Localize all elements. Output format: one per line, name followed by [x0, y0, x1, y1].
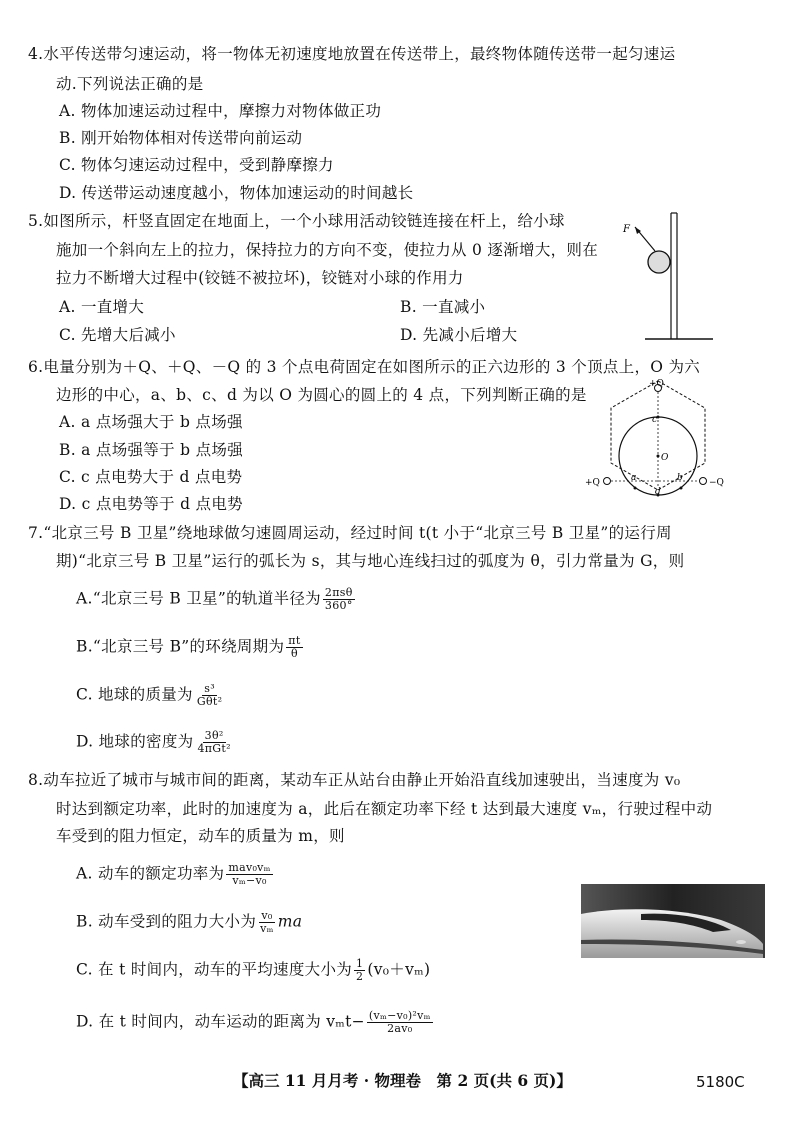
point-b-label: b — [677, 473, 683, 483]
q5-option-a: A. 一直增大 — [59, 298, 145, 316]
q8-a-text: A. 动车的额定功率为 — [76, 864, 225, 883]
q7-d-text: D. 地球的密度为 — [76, 732, 194, 751]
q7-a-den: 360° — [324, 599, 353, 612]
q6-option-b: B. a 点场强等于 b 点场强 — [59, 441, 243, 459]
q8-d-num: (vₘ−v₀)²vₘ — [368, 1009, 431, 1022]
q8-c-num: 1 — [356, 957, 364, 970]
q7-option-d — [76, 730, 235, 755]
q7-b-text: B.“北京三号 B”的环绕周期为 — [76, 637, 285, 656]
q8-c-text: C. 在 t 时间内，动车的平均速度大小为 — [76, 960, 353, 979]
q7-b-fraction — [286, 635, 302, 660]
q4-option-d: D. 传送带运动速度越小，物体加速运动的时间越长 — [59, 184, 414, 202]
q6-stem-line2: 边形的中心，a、b、c、d 为以 O 为圆心的圆上的 4 点，下列判断正确的是 — [56, 386, 587, 404]
q5-stem-line2: 施加一个斜向左上的拉力，保持拉力的方向不变，使拉力从 0 逐渐增大，则在 — [56, 241, 599, 259]
point-d-label: d — [655, 487, 661, 497]
q7-a-fraction — [323, 587, 355, 612]
q7-stem-line2: 期)“北京三号 B 卫星”运行的弧长为 s，其与地心连线扫过的弧度为 θ，引力常量为 G，则 — [56, 552, 685, 570]
q8-option-c — [76, 958, 430, 983]
q7-c-num: s³ — [204, 682, 215, 695]
q8-c-den: 2 — [356, 970, 364, 983]
q8-a-num: mav₀vₘ — [228, 861, 271, 874]
q8-a-fraction — [226, 862, 272, 887]
q8-b-text: B. 动车受到的阻力大小为 — [76, 912, 257, 931]
q7-a-num: 2πsθ — [324, 586, 353, 599]
q8-option-d — [76, 1010, 435, 1035]
point-o-label: O — [661, 453, 669, 463]
train-photo — [581, 884, 765, 958]
q5-option-b: B. 一直减小 — [400, 298, 486, 316]
page-footer: 【高三 11 月月考 · 物理卷 第 2 页(共 6 页)】 — [233, 1071, 572, 1090]
q8-d-text: D. 在 t 时间内，动车运动的距离为 vₘt− — [76, 1012, 365, 1031]
q5-stem-line3: 拉力不断增大过程中(铰链不被拉坏)，铰链对小球的作用力 — [56, 269, 464, 287]
q8-b-num: v₀ — [261, 909, 273, 922]
q8-a-den: vₘ−v₀ — [232, 874, 267, 887]
q8-b-tail: ma — [277, 912, 303, 931]
q8-d-den: 2av₀ — [387, 1022, 413, 1035]
q5-option-c: C. 先增大后减小 — [59, 326, 176, 344]
q8-stem-line3: 车受到的阻力恒定，动车的质量为 m，则 — [56, 827, 345, 845]
q8-option-b — [76, 910, 302, 935]
q5-stem-line1: 5.如图所示，杆竖直固定在地面上，一个小球用活动铰链连接在杆上，给小球 — [28, 212, 565, 230]
q7-d-den: 4πGt² — [197, 742, 231, 755]
point-c-label: c — [652, 415, 658, 425]
q6-option-d: D. c 点电势等于 d 点电势 — [59, 495, 243, 513]
q8-d-fraction — [367, 1010, 433, 1035]
q7-b-num: πt — [288, 634, 301, 647]
q7-stem-line1: 7.“北京三号 B 卫星”绕地球做匀速圆周运动，经过时间 t(t 小于“北京三号 B 卫星”的运行周 — [28, 524, 672, 542]
q8-c-tail: (v₀＋vₘ) — [367, 960, 431, 979]
q8-c-fraction — [354, 958, 365, 983]
q6-option-a: A. a 点场强大于 b 点场强 — [59, 413, 243, 431]
q7-d-num: 3θ² — [204, 729, 224, 742]
q6-figure-hexagon — [585, 376, 725, 500]
q7-d-fraction — [195, 730, 232, 755]
q6-option-c: C. c 点电势大于 d 点电势 — [59, 468, 243, 486]
q7-c-text: C. 地球的质量为 — [76, 685, 193, 704]
charge-right-label: −Q — [709, 478, 724, 488]
q8-stem-line2: 时达到额定功率，此时的加速度为 a，此后在额定功率下经 t 达到最大速度 vₘ，行驶过程中动 — [56, 800, 713, 818]
q7-option-b — [76, 635, 305, 660]
q4-option-c: C. 物体匀速运动过程中，受到静摩擦力 — [59, 156, 334, 174]
point-a-label: a — [631, 473, 637, 483]
q4-stem-line1: 4.水平传送带匀速运动，将一物体无初速度地放置在传送带上，最终物体随传送带一起匀速运 — [28, 45, 676, 63]
q4-stem-line2: 动.下列说法正确的是 — [56, 75, 204, 93]
q4-option-a: A. 物体加速运动过程中，摩擦力对物体做正功 — [59, 102, 382, 120]
q5-option-d: D. 先减小后增大 — [400, 326, 518, 344]
q7-b-den: θ — [290, 647, 298, 660]
q5-figure-pole-ball — [615, 205, 715, 345]
q7-a-text: A.“北京三号 B 卫星”的轨道半径为 — [76, 589, 321, 608]
q7-c-den: Gθt² — [196, 695, 223, 708]
q8-option-a — [76, 862, 275, 887]
q6-stem-line1: 6.电量分别为＋Q、＋Q、－Q 的 3 个点电荷固定在如图所示的正六边形的 3 个顶点上，O 为六 — [28, 358, 701, 376]
charge-left-label: +Q — [585, 478, 600, 488]
force-label: F — [623, 224, 630, 235]
charge-top-label: +Q — [649, 379, 664, 389]
q7-c-fraction — [195, 683, 224, 708]
q8-b-den: vₘ — [260, 922, 274, 935]
q8-b-fraction — [258, 910, 276, 935]
q4-option-b: B. 刚开始物体相对传送带向前运动 — [59, 129, 303, 147]
q7-option-c — [76, 683, 226, 708]
q8-stem-line1: 8.动车拉近了城市与城市间的距离，某动车正从站台由静止开始沿直线加速驶出，当速度为 v₀ — [28, 771, 681, 789]
q7-option-a — [76, 587, 357, 612]
exam-code: 5180C — [696, 1073, 745, 1091]
